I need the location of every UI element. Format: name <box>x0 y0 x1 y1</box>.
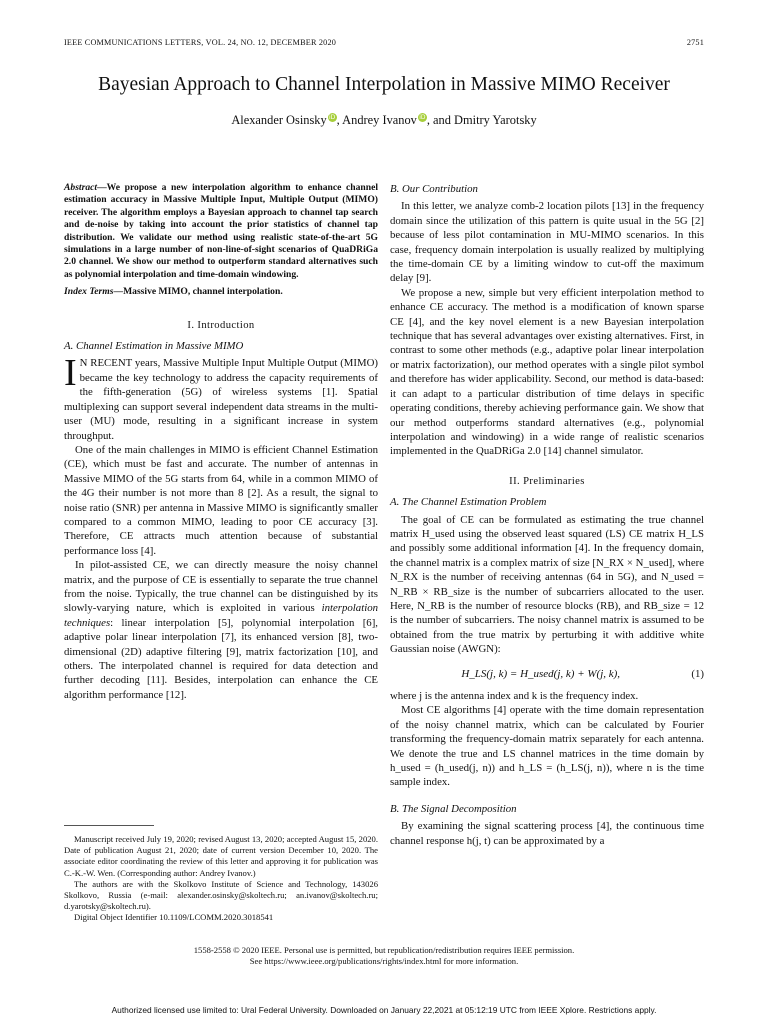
equation <box>390 667 704 681</box>
subsection-heading: B. Our Contribution <box>390 183 478 195</box>
paper-title: Bayesian Approach to Channel Interpolation in Massive MIMO Receiver <box>98 74 670 95</box>
copyright-line: 1558-2558 © 2020 IEEE. Personal use is permitted, but republication/redistribution requires IEEE permission. <box>193 945 575 955</box>
footnote <box>64 834 378 924</box>
page-number: 2751 <box>686 38 704 47</box>
author-name: , Andrey Ivanov <box>336 113 417 128</box>
equation-body: H_LS(j, k) = H_used(j, k) + W(j, k), <box>461 667 621 680</box>
paragraph: The goal of CE can be formulated as estimating the true channel matrix H_used using the observed least squared (LS) CE matrix H_LS and possibly some additional information [4]. In the frequency domain, the channel matrix is a complex matrix of size [N_RX × N_used], where N_RX is the number of receiving antennas (64 in 5G), and N_used = N_RB × RB_size is the number of subcarriers allocated to the user. Here, N_RB is the number of resource blocks (RB), and RB_size = 12 is the number of subcarriers. The noisy channel matrix is assumed to be obtained from the true matrix by perturbing it with additive white Gaussian noise (AWGN): <box>390 513 705 656</box>
footnote-affiliation: The authors are with the Skolkovo Institute of Science and Technology, 143026 Skolkovo, Russia (e-mail: alexander.osinsky@skoltech.ru; an.ivanov@skoltech.ru; d.yarotsky@skoltech.ru). <box>64 878 378 912</box>
author-name: , and Dmitry Yarotsky <box>426 113 537 128</box>
equation-number: (1) <box>691 667 704 680</box>
copyright-link[interactable]: See https://www.ieee.org/publications/rights/index.html for more information. <box>249 956 519 967</box>
subsection-heading: A. Channel Estimation in Massive MIMO <box>64 340 244 353</box>
footnote-doi: Digital Object Identifier 10.1109/LCOMM.2020.3018541 <box>74 912 274 923</box>
index-terms-text: Massive MIMO, channel interpolation. <box>123 286 283 298</box>
author-name: Alexander Osinsky <box>231 113 327 128</box>
paragraph: where j is the antenna index and k is the frequency index. <box>390 690 639 702</box>
paragraph: One of the main challenges in MIMO is efficient Channel Estimation (CE), which must be fast and accurate. The number of antennas in Massive MIMO of the 5G starts from 64, while in a common MIMO of the 4G their number is not more than 8 [2]. As a result, the signal to noise ratio (SNR) per antenna in Massive MIMO is significantly smaller compared to a common MIMO, leading to poor CE accuracy [3]. Therefore, CE attracts much attention because of substantial performance loss [4]. <box>64 443 378 557</box>
paragraph: We propose a new, simple but very efficient interpolation method to enhance CE accuracy. The method is a modification of known sparse CE [4], and the key novel element is a new Bayesian interpolation technique that has several advantages over existing alternatives. First, in contrast to some other methods (e.g., adaptive polar linear interpolation or matrix factorization), our method operates with a single pilot symbol and therefore has wider applicability. Second, our method is data-based: it can adapt to a particular distribution of time delays in specific operating conditions, thereby achieving performance gain. We show that our method outperforms standard alternatives (e.g., polynomial interpolation and windowing) in a wide range of realistic scenarios implemented in the QuaDRiGa 2.0 [14] channel simulator. <box>390 286 704 458</box>
right-column <box>390 182 704 848</box>
author-list <box>0 113 768 128</box>
abstract-label: Abstract <box>64 182 98 193</box>
drop-cap: I <box>64 352 77 395</box>
index-terms-label: Index Terms <box>64 286 114 298</box>
left-column <box>64 182 378 702</box>
emphasis: interpolation techniques <box>64 602 378 629</box>
section-heading: I. Introduction <box>187 319 255 331</box>
orcid-icon[interactable]: iD <box>419 114 426 121</box>
paragraph: I N RECENT years, Massive Multiple Input Multiple Output (MIMO) became the key technology to address the capacity requirements of the fifth-generation (5G) of wireless systems [1]. Spatial multiplexing can support several independent data streams in the multi-user (MU) mode, resulting in a significant increase in system throughput. <box>64 352 378 442</box>
index-terms: Index Terms—Massive MIMO, channel interpolation. <box>64 286 283 298</box>
paragraph: By examining the signal scattering process [4], the continuous time channel response h(j, t) can be approximated by a <box>390 820 704 847</box>
section-heading: II. Preliminaries <box>509 475 585 487</box>
subsection-heading: B. The Signal Decomposition <box>390 802 517 815</box>
paragraph: In pilot-assisted CE, we can directly measure the noisy channel matrix, and the purpose of CE is essentially to separate the true channel from the noise. Typically, the true channel can be distinguished by its slowly-varying nature, which is exploited in various interpolation techniques: linear interpolation [5], polynomial interpolation [6], adaptive polar linear interpolation [7], its enhanced version [8], two-dimensional (2D) adaptive filtering [9], matrix factorization [10], and others. The interpolated channel is required for data detection and further decoding [11]. Besides, interpolation can enhance the CE algorithm performance [12]. <box>64 559 378 701</box>
license-note: Authorized licensed use limited to: Ural Federal University. Downloaded on January 22,2021 at 05:12:19 UTC from IEEE Xplore. Restrictions apply. <box>111 1005 657 1015</box>
abstract: Abstract—We propose a new interpolation algorithm to enhance channel estimation accuracy in Massive Multiple Input, Multiple Output (MIMO) receiver. The algorithm employs a Bayesian approach to channel tap search and de-noise by taking into account the prior statistics of channel tap distribution. We validate our method using realistic state-of-the-art 5G simulations in a large number of non-line-of-sight scenarios of QuaDRiGa 2.0 channel. We show our method to outperform standard alternatives such as polynomial interpolation and time-domain windowing. <box>64 182 378 280</box>
paragraph: Most CE algorithms [4] operate with the time domain representation of the noisy channel matrix, which can be calculated by Fourier transforming the frequency-domain matrix separately for each antenna. We denote the true and LS channel matrices in the time domain by h_used = (h_used(j, n)) and h_LS = (h_LS(j, n)), where n is the time sample index. <box>390 704 704 789</box>
paragraph: In this letter, we analyze comb-2 location pilots [13] in the frequency domain since the utilization of this pattern is quite usual in the 5G [2] because of less pilot contamination in MU-MIMO scenarios. In this case, frequency domain interpolation is usually realized by multiplying the time-domain CE by a limiting window to cut-off the maximum delay [9]. <box>390 200 704 285</box>
running-header: IEEE COMMUNICATIONS LETTERS, VOL. 24, NO. 12, DECEMBER 2020 <box>64 38 337 47</box>
orcid-icon[interactable]: iD <box>329 114 336 121</box>
copyright-notice <box>0 945 768 967</box>
abstract-text: We propose a new interpolation algorithm to enhance channel estimation accuracy in Massive Multiple Input, Multiple Output (MIMO) receiver. The algorithm employs a Bayesian approach to channel tap search and de-noise by taking into account the prior statistics of channel tap distribution. We validate our method using realistic state-of-the-art 5G simulations in a large number of non-line-of-sight scenarios of QuaDRiGa 2.0 channel. We show our method to outperform standard alternatives such as polynomial interpolation and time-domain windowing. <box>64 182 378 280</box>
footnote-manuscript: Manuscript received July 19, 2020; revised August 13, 2020; accepted August 15, 2020. Date of publication August 21, 2020; date of current version December 10, 2020. The associate editor coordinating the review of this letter and approving it for publication was C.-K.-W. Wen. (Corresponding author: Andrey Ivanov.) <box>64 834 378 878</box>
subsection-heading: A. The Channel Estimation Problem <box>390 496 547 509</box>
footnote-divider <box>64 825 154 826</box>
